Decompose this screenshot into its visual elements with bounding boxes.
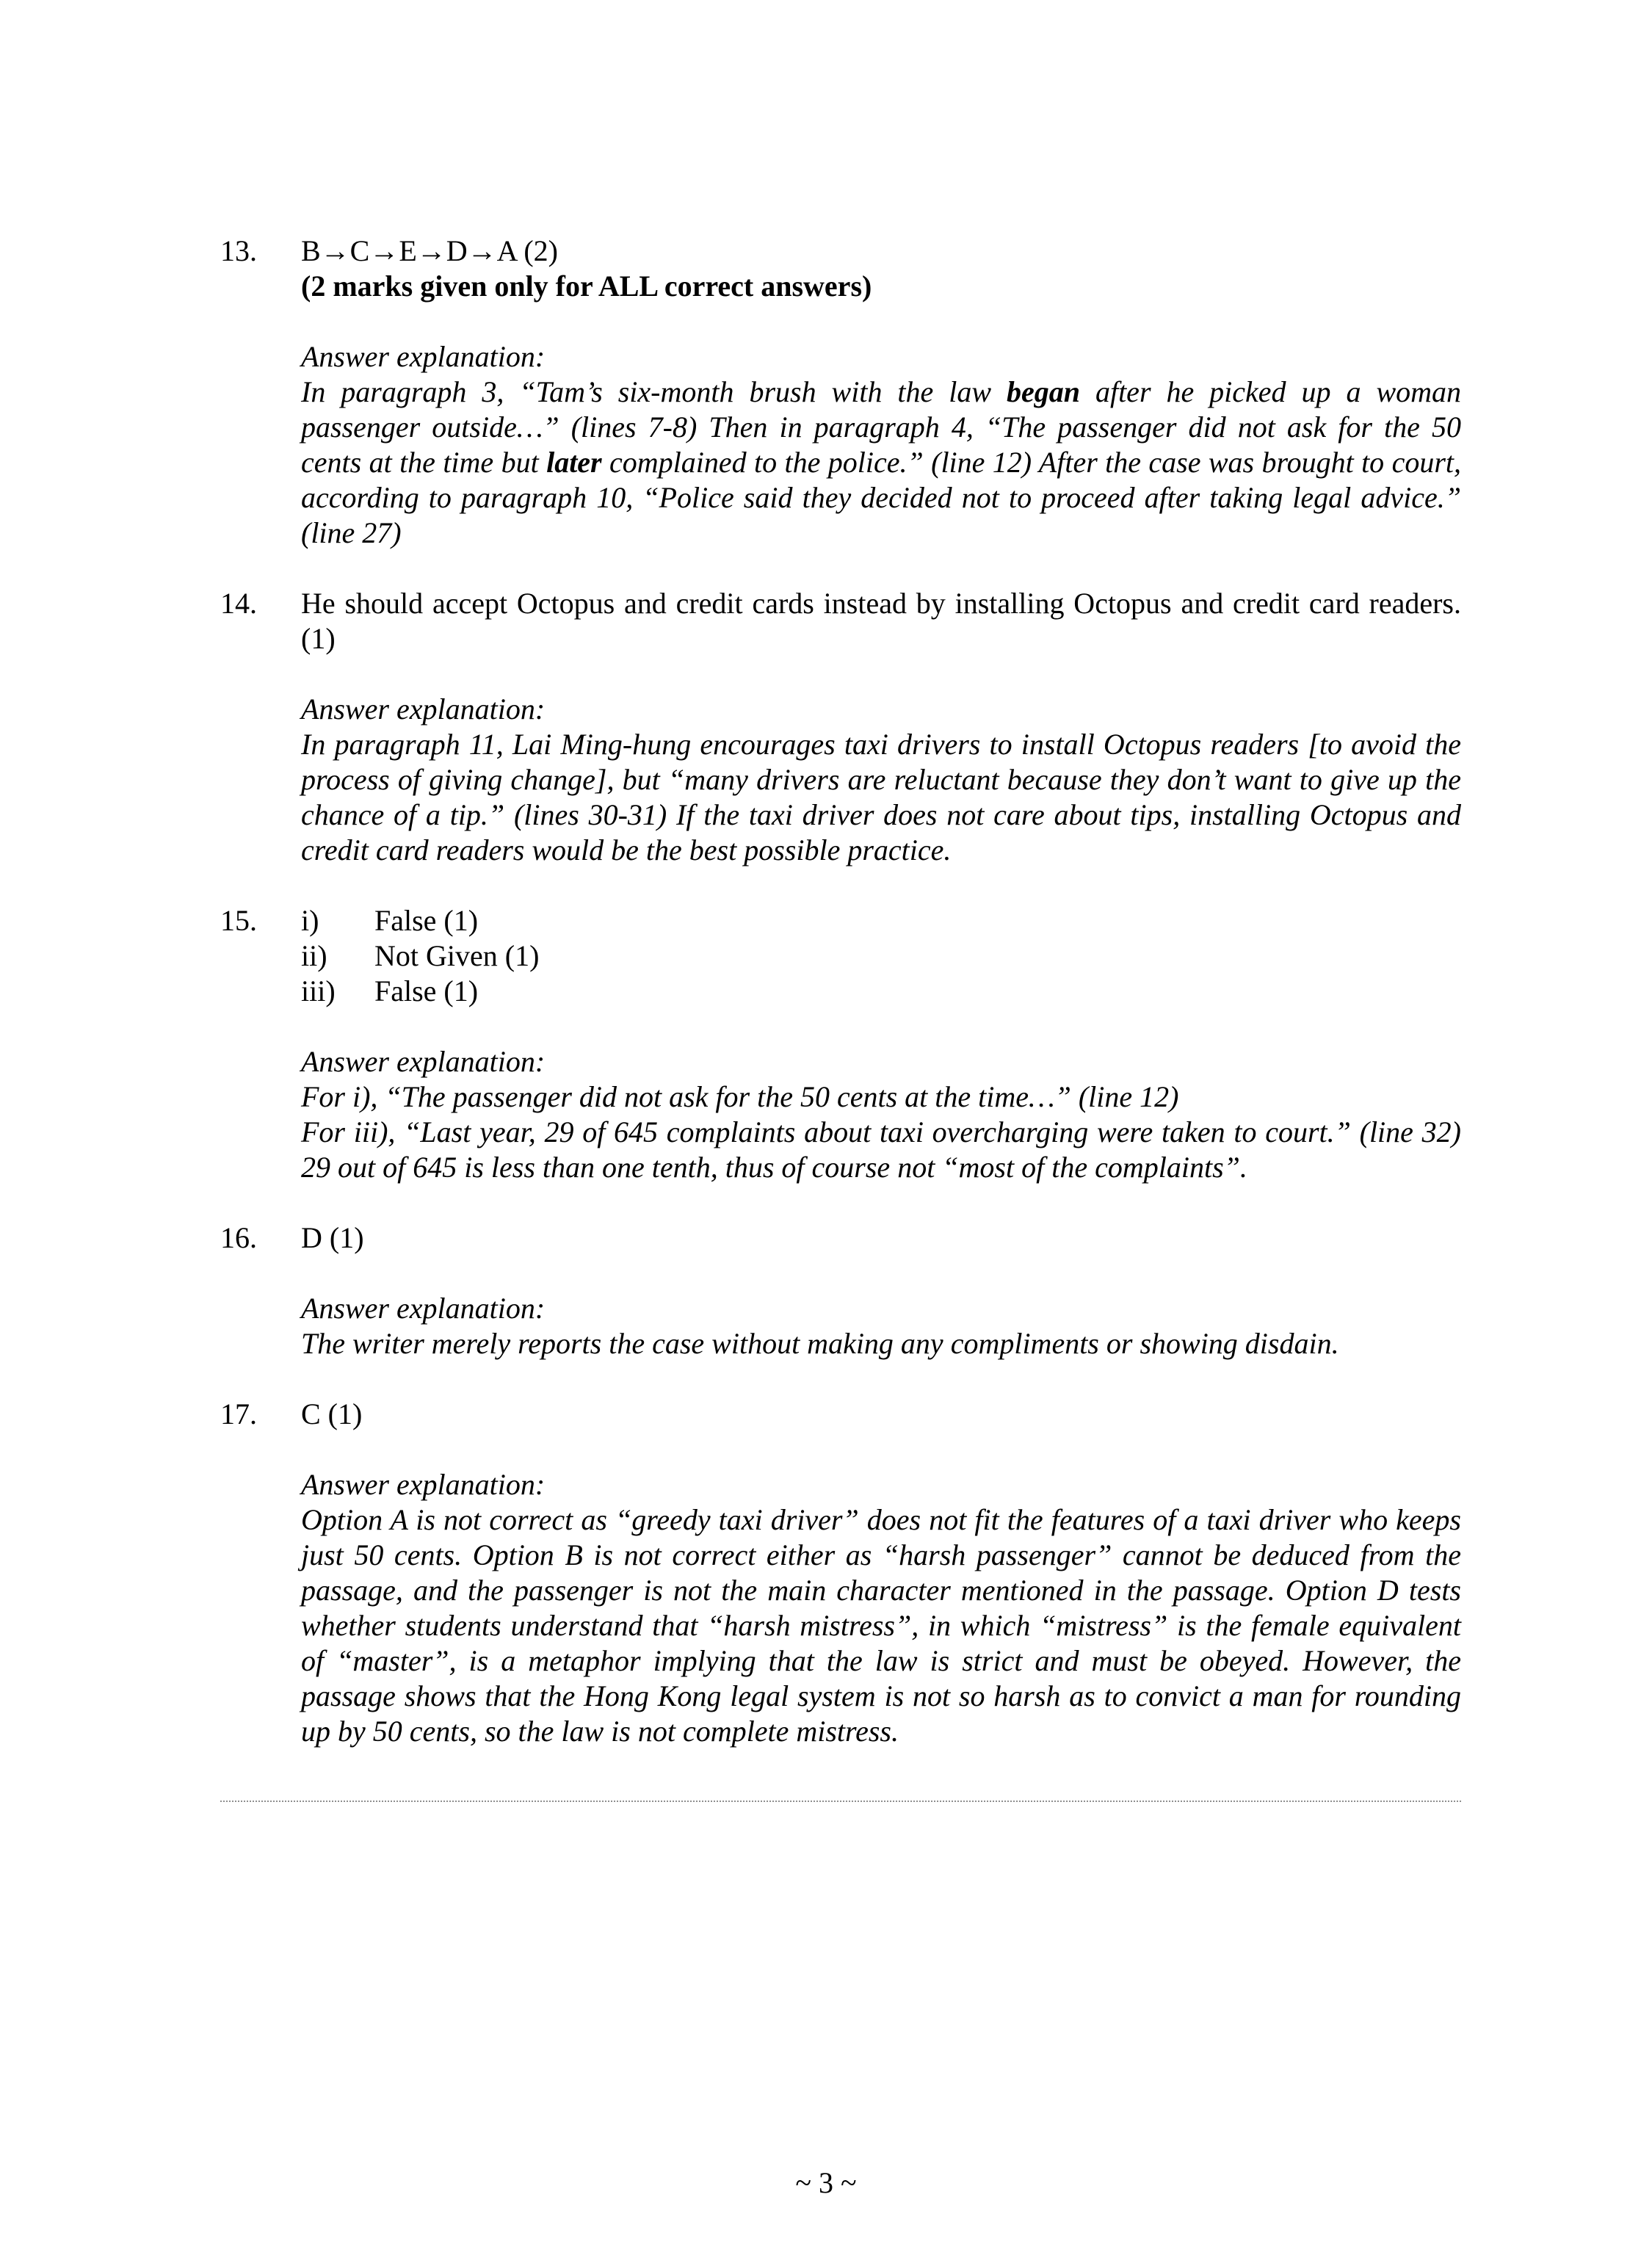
item-body	[301, 903, 1461, 1185]
answer-item-13	[220, 234, 1461, 551]
item-body	[301, 234, 1461, 551]
answer-key-content	[220, 234, 1461, 1802]
explanation-paragraph: In paragraph 3, “Tam’s six-month brush with the law began after he picked up a woman passenger outside…” (lines 7-8) Then in paragraph 4, “The passenger did not ask for the 50 cents at the time but later complained to the police.” (line 12) After the case was brought to court, according to paragraph 10, “Police said they decided not to proceed after taking legal advice.” (line 27)	[301, 375, 1462, 549]
explanation-label: Answer explanation:	[301, 692, 546, 725]
explanation-label: Answer explanation:	[301, 340, 546, 373]
answer-text: C (1)	[301, 1397, 363, 1430]
sub-answer-i	[301, 903, 1461, 938]
answer-item-17	[220, 1397, 1461, 1749]
section-divider	[220, 1801, 1461, 1802]
sub-answer-label: ii)	[301, 939, 327, 972]
sub-answer-label: i)	[301, 904, 319, 937]
item-number: 16.	[220, 1221, 257, 1254]
answer-item-15	[220, 903, 1461, 1185]
sub-answer-text: False (1)	[374, 904, 479, 937]
item-body	[301, 1397, 1461, 1749]
sub-answer-text: False (1)	[374, 974, 479, 1007]
item-body	[301, 586, 1461, 868]
sub-answer-iii	[301, 974, 1461, 1009]
page-number: ~ 3 ~	[795, 2166, 857, 2199]
answer-item-14	[220, 586, 1461, 868]
item-number: 13.	[220, 234, 257, 267]
item-number: 14.	[220, 587, 257, 620]
answer-text: He should accept Octopus and credit cards instead by installing Octopus and credit card readers. (1)	[301, 587, 1461, 655]
explanation-label: Answer explanation:	[301, 1292, 546, 1325]
marks-note: (2 marks given only for ALL correct answers)	[301, 269, 872, 303]
explanation-paragraph: The writer merely reports the case without making any compliments or showing disdain.	[301, 1327, 1339, 1360]
item-body	[301, 1220, 1461, 1361]
explanation-paragraph: Option A is not correct as “greedy taxi driver” does not fit the features of a taxi driver who keeps just 50 cents. Option B is not correct either as “harsh passenger” cannot be deduced from the passage, and the passenger is not the main character mentioned in the passage. Option D tests whether students understand that “harsh mistress”, in which “mistress” is the female equivalent of “master”, is a metaphor implying that the law is strict and must be obeyed. However, the passage shows that the Hong Kong legal system is not so harsh as to convict a man for rounding up by 50 cents, so the law is not complete mistress.	[301, 1503, 1461, 1748]
sub-answer-label: iii)	[301, 974, 336, 1007]
item-number: 15.	[220, 904, 257, 937]
sub-answer-text: Not Given (1)	[374, 939, 540, 972]
answer-text: B→C→E→D→A (2)	[301, 234, 558, 267]
explanation-label: Answer explanation:	[301, 1045, 546, 1078]
explanation-label: Answer explanation:	[301, 1468, 546, 1501]
answer-item-16	[220, 1220, 1461, 1361]
explanation-line-1: For i), “The passenger did not ask for the 50 cents at the time…” (line 12)	[301, 1080, 1179, 1113]
explanation-line-2: For iii), “Last year, 29 of 645 complaints about taxi overcharging were taken to court.” (line 32) 29 out of 645 is less than one tenth, thus of course not “most of the complaints”.	[301, 1115, 1461, 1184]
explanation-paragraph: In paragraph 11, Lai Ming-hung encourages taxi drivers to install Octopus readers [to avoid the process of giving change], but “many drivers are reluctant because they don’t want to give up the chance of a tip.” (lines 30-31) If the taxi driver does not care about tips, installing Octopus and credit card readers would be the best possible practice.	[301, 728, 1461, 866]
item-number: 17.	[220, 1397, 257, 1430]
sub-answer-ii	[301, 938, 1461, 974]
answer-text: D (1)	[301, 1221, 364, 1254]
